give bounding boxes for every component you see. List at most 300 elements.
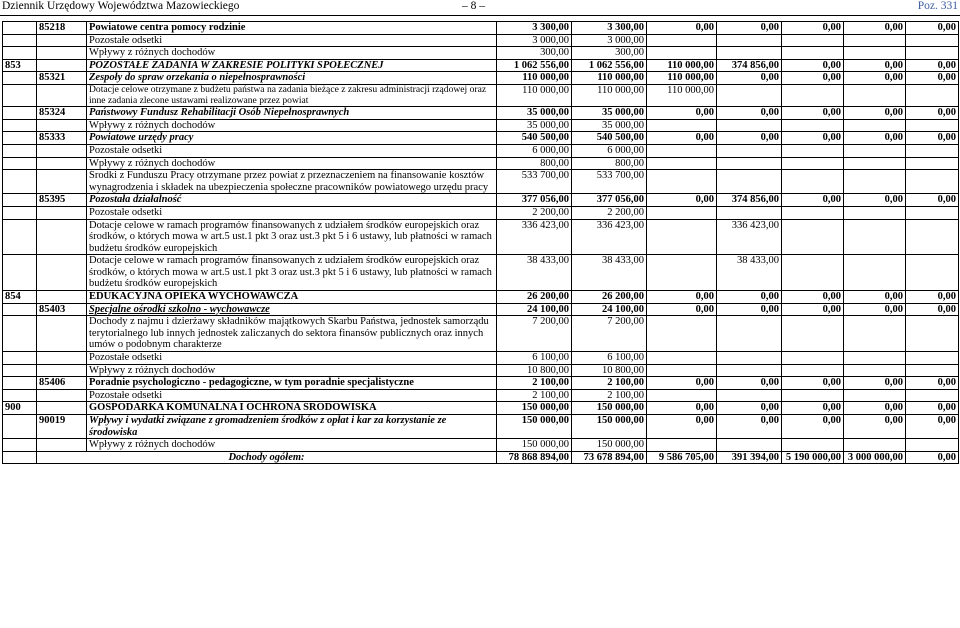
row-description: Pozostałe odsetki: [87, 144, 497, 157]
amount-cell: 6 100,00: [497, 352, 572, 365]
amount-cell: 150 000,00: [497, 415, 572, 439]
amount-cell: [782, 389, 844, 402]
amount-cell: 26 200,00: [497, 291, 572, 304]
amount-cell: 0,00: [844, 194, 906, 207]
table-body: [3, 22, 959, 464]
amount-cell: [844, 119, 906, 132]
table-row: [3, 451, 959, 464]
section-code: [3, 206, 37, 219]
amount-cell: 38 433,00: [717, 255, 782, 291]
amount-cell: [906, 352, 959, 365]
amount-cell: 24 100,00: [572, 303, 647, 316]
amount-cell: 377 056,00: [572, 194, 647, 207]
chapter-code: [37, 255, 87, 291]
section-code: [3, 316, 37, 352]
amount-cell: 0,00: [906, 132, 959, 145]
section-code: [3, 84, 37, 106]
amount-cell: 0,00: [647, 291, 717, 304]
amount-cell: 0,00: [717, 377, 782, 390]
amount-cell: [782, 84, 844, 106]
row-description: Wpływy i wydatki związane z gromadzeniem środków z opłat i kar za korzystanie ze środowiska: [87, 415, 497, 439]
amount-cell: [717, 389, 782, 402]
chapter-code: [37, 144, 87, 157]
amount-cell: [647, 316, 717, 352]
amount-cell: 9 586 705,00: [647, 451, 717, 464]
amount-cell: 0,00: [906, 402, 959, 415]
amount-cell: [782, 219, 844, 255]
section-code: [3, 255, 37, 291]
amount-cell: 0,00: [906, 377, 959, 390]
amount-cell: [782, 439, 844, 452]
amount-cell: [782, 352, 844, 365]
row-description: Dotacje celowe w ramach programów finansowanych z udziałem środków europejskich oraz środków, o których mowa w art.5 ust.1 pkt 3 oraz ust.3 pkt 5 i 6 ustawy, lub płatności w ramach budżetu środków europejskich: [87, 219, 497, 255]
chapter-code: [37, 84, 87, 106]
amount-cell: 0,00: [647, 132, 717, 145]
amount-cell: 0,00: [906, 291, 959, 304]
section-code: [3, 303, 37, 316]
amount-cell: [782, 157, 844, 170]
amount-cell: 336 423,00: [717, 219, 782, 255]
amount-cell: 1 062 556,00: [497, 59, 572, 72]
journal-title: Dziennik Urzędowy Województwa Mazowieckiego: [2, 0, 240, 12]
header-divider: [0, 15, 960, 16]
row-description: Powiatowe urzędy pracy: [87, 132, 497, 145]
amount-cell: 0,00: [844, 107, 906, 120]
row-description: Wpływy z różnych dochodów: [87, 119, 497, 132]
amount-cell: 0,00: [647, 107, 717, 120]
amount-cell: [906, 34, 959, 47]
amount-cell: [647, 170, 717, 194]
amount-cell: 35 000,00: [572, 119, 647, 132]
table-row: [3, 132, 959, 145]
section-code: [3, 389, 37, 402]
chapter-code: 85406: [37, 377, 87, 390]
table-row: [3, 219, 959, 255]
row-description: Pozostałe odsetki: [87, 206, 497, 219]
amount-cell: 73 678 894,00: [572, 451, 647, 464]
table-row: [3, 303, 959, 316]
section-code: 900: [3, 402, 37, 415]
amount-cell: [717, 144, 782, 157]
row-description: Środki z Funduszu Pracy otrzymane przez powiat z przeznaczeniem na finansowanie kosztów wynagrodzenia i składek na ubezpieczenia społeczne pracowników powiatowego urzędu pracy: [87, 170, 497, 194]
amount-cell: [844, 206, 906, 219]
amount-cell: 391 394,00: [717, 451, 782, 464]
amount-cell: 0,00: [647, 402, 717, 415]
amount-cell: [717, 170, 782, 194]
amount-cell: [717, 119, 782, 132]
amount-cell: 2 100,00: [497, 389, 572, 402]
amount-cell: 110 000,00: [572, 84, 647, 106]
amount-cell: [906, 219, 959, 255]
amount-cell: 0,00: [717, 22, 782, 35]
amount-cell: [717, 316, 782, 352]
amount-cell: [717, 439, 782, 452]
amount-cell: [647, 34, 717, 47]
amount-cell: 0,00: [782, 132, 844, 145]
table-row: [3, 34, 959, 47]
chapter-code: 85395: [37, 194, 87, 207]
amount-cell: 0,00: [717, 402, 782, 415]
page-header: [0, 0, 960, 13]
amount-cell: [647, 206, 717, 219]
section-code: [3, 119, 37, 132]
row-description: Wpływy z różnych dochodów: [87, 364, 497, 377]
chapter-code: [37, 47, 87, 60]
row-description: Zespoły do spraw orzekania o niepełnosprawności: [87, 72, 497, 85]
amount-cell: 0,00: [782, 402, 844, 415]
table-row: [3, 316, 959, 352]
chapter-code: [37, 364, 87, 377]
chapter-code: [37, 439, 87, 452]
amount-cell: 150 000,00: [497, 402, 572, 415]
amount-cell: 0,00: [906, 303, 959, 316]
amount-cell: [717, 84, 782, 106]
amount-cell: 0,00: [647, 22, 717, 35]
empty-cell: [3, 451, 37, 464]
chapter-code: [37, 316, 87, 352]
amount-cell: 0,00: [782, 72, 844, 85]
total-label: Dochody ogółem:: [37, 451, 497, 464]
amount-cell: 0,00: [906, 72, 959, 85]
chapter-code: [37, 206, 87, 219]
amount-cell: 336 423,00: [497, 219, 572, 255]
amount-cell: 150 000,00: [572, 415, 647, 439]
amount-cell: 540 500,00: [572, 132, 647, 145]
amount-cell: 3 000,00: [572, 34, 647, 47]
amount-cell: 110 000,00: [647, 72, 717, 85]
amount-cell: 0,00: [906, 451, 959, 464]
amount-cell: 3 000,00: [497, 34, 572, 47]
amount-cell: 38 433,00: [497, 255, 572, 291]
table-row: [3, 291, 959, 304]
chapter-code: [37, 34, 87, 47]
amount-cell: 78 868 894,00: [497, 451, 572, 464]
amount-cell: [782, 316, 844, 352]
row-description: Państwowy Fundusz Rehabilitacji Osób Niepełnosprawnych: [87, 107, 497, 120]
amount-cell: [647, 119, 717, 132]
amount-cell: 0,00: [906, 59, 959, 72]
amount-cell: 0,00: [717, 415, 782, 439]
section-code: [3, 157, 37, 170]
amount-cell: 7 200,00: [572, 316, 647, 352]
amount-cell: 0,00: [844, 303, 906, 316]
table-row: [3, 206, 959, 219]
amount-cell: 0,00: [844, 72, 906, 85]
section-code: [3, 34, 37, 47]
table-row: [3, 84, 959, 106]
amount-cell: [717, 34, 782, 47]
amount-cell: [844, 389, 906, 402]
amount-cell: 6 100,00: [572, 352, 647, 365]
amount-cell: 2 200,00: [572, 206, 647, 219]
amount-cell: 0,00: [844, 22, 906, 35]
amount-cell: 26 200,00: [572, 291, 647, 304]
amount-cell: [906, 119, 959, 132]
amount-cell: [782, 206, 844, 219]
chapter-code: 85333: [37, 132, 87, 145]
amount-cell: [782, 144, 844, 157]
amount-cell: [844, 316, 906, 352]
amount-cell: [782, 34, 844, 47]
amount-cell: 10 800,00: [572, 364, 647, 377]
table-row: [3, 402, 959, 415]
row-description: Pozostałe odsetki: [87, 389, 497, 402]
amount-cell: [647, 157, 717, 170]
amount-cell: 377 056,00: [497, 194, 572, 207]
amount-cell: [647, 144, 717, 157]
amount-cell: 35 000,00: [572, 107, 647, 120]
amount-cell: 336 423,00: [572, 219, 647, 255]
amount-cell: [717, 364, 782, 377]
amount-cell: 374 856,00: [717, 59, 782, 72]
amount-cell: [906, 84, 959, 106]
chapter-code: [37, 291, 87, 304]
chapter-code: [37, 219, 87, 255]
section-code: [3, 352, 37, 365]
section-code: [3, 107, 37, 120]
chapter-code: [37, 402, 87, 415]
table-row: [3, 157, 959, 170]
amount-cell: 0,00: [844, 377, 906, 390]
amount-cell: 110 000,00: [497, 84, 572, 106]
amount-cell: 800,00: [497, 157, 572, 170]
row-description: EDUKACYJNA OPIEKA WYCHOWAWCZA: [87, 291, 497, 304]
amount-cell: 0,00: [782, 377, 844, 390]
amount-cell: [844, 84, 906, 106]
amount-cell: 6 000,00: [572, 144, 647, 157]
amount-cell: [717, 352, 782, 365]
amount-cell: 0,00: [906, 107, 959, 120]
amount-cell: [906, 47, 959, 60]
amount-cell: 0,00: [844, 59, 906, 72]
amount-cell: 0,00: [782, 59, 844, 72]
amount-cell: [906, 439, 959, 452]
amount-cell: 374 856,00: [717, 194, 782, 207]
chapter-code: 85403: [37, 303, 87, 316]
section-code: 853: [3, 59, 37, 72]
amount-cell: [906, 316, 959, 352]
amount-cell: [844, 157, 906, 170]
amount-cell: 533 700,00: [497, 170, 572, 194]
section-code: [3, 219, 37, 255]
table-row: [3, 22, 959, 35]
amount-cell: 0,00: [844, 132, 906, 145]
section-code: [3, 415, 37, 439]
amount-cell: 1 062 556,00: [572, 59, 647, 72]
amount-cell: [782, 119, 844, 132]
amount-cell: 0,00: [782, 107, 844, 120]
amount-cell: 10 800,00: [497, 364, 572, 377]
amount-cell: 3 000 000,00: [844, 451, 906, 464]
page-number: – 8 –: [462, 0, 485, 12]
row-description: Pozostałe odsetki: [87, 352, 497, 365]
amount-cell: [844, 364, 906, 377]
table-row: [3, 377, 959, 390]
row-description: GOSPODARKA KOMUNALNA I OCHRONA ŚRODOWISKA: [87, 402, 497, 415]
amount-cell: [647, 255, 717, 291]
amount-cell: [906, 364, 959, 377]
amount-cell: 2 100,00: [572, 389, 647, 402]
row-description: Dotacje celowe otrzymane z budżetu państwa na zadania bieżące z zakresu administracji rządowej oraz inne zadania zlecone ustawami realizowane przez powiat: [87, 84, 497, 106]
section-code: [3, 144, 37, 157]
table-row: [3, 364, 959, 377]
amount-cell: [844, 219, 906, 255]
row-description: Wpływy z różnych dochodów: [87, 157, 497, 170]
table-row: [3, 415, 959, 439]
amount-cell: 150 000,00: [572, 402, 647, 415]
amount-cell: 2 100,00: [572, 377, 647, 390]
row-description: Pozostałe odsetki: [87, 34, 497, 47]
amount-cell: [906, 144, 959, 157]
row-description: Specjalne ośrodki szkolno - wychowawcze: [87, 303, 497, 316]
amount-cell: 0,00: [717, 291, 782, 304]
section-code: [3, 194, 37, 207]
table-row: [3, 144, 959, 157]
table-row: [3, 72, 959, 85]
section-code: [3, 170, 37, 194]
amount-cell: [844, 439, 906, 452]
table-row: [3, 59, 959, 72]
amount-cell: 24 100,00: [497, 303, 572, 316]
section-code: [3, 439, 37, 452]
section-code: 854: [3, 291, 37, 304]
amount-cell: 150 000,00: [497, 439, 572, 452]
amount-cell: 7 200,00: [497, 316, 572, 352]
table-row: [3, 352, 959, 365]
amount-cell: [647, 352, 717, 365]
amount-cell: [647, 439, 717, 452]
amount-cell: 6 000,00: [497, 144, 572, 157]
chapter-code: [37, 119, 87, 132]
amount-cell: [906, 206, 959, 219]
amount-cell: 800,00: [572, 157, 647, 170]
amount-cell: [647, 364, 717, 377]
amount-cell: [844, 34, 906, 47]
amount-cell: 5 190 000,00: [782, 451, 844, 464]
amount-cell: [906, 255, 959, 291]
section-code: [3, 22, 37, 35]
chapter-code: [37, 170, 87, 194]
amount-cell: 110 000,00: [497, 72, 572, 85]
amount-cell: 35 000,00: [497, 107, 572, 120]
chapter-code: 85218: [37, 22, 87, 35]
amount-cell: [844, 47, 906, 60]
chapter-code: 85321: [37, 72, 87, 85]
section-code: [3, 132, 37, 145]
row-description: Wpływy z różnych dochodów: [87, 47, 497, 60]
amount-cell: 540 500,00: [497, 132, 572, 145]
amount-cell: 0,00: [647, 194, 717, 207]
table-row: [3, 107, 959, 120]
amount-cell: [717, 157, 782, 170]
section-code: [3, 72, 37, 85]
amount-cell: [647, 47, 717, 60]
amount-cell: 35 000,00: [497, 119, 572, 132]
amount-cell: 110 000,00: [647, 59, 717, 72]
chapter-code: [37, 389, 87, 402]
table-row: [3, 194, 959, 207]
chapter-code: [37, 352, 87, 365]
row-description: POZOSTAŁE ZADANIA W ZAKRESIE POLITYKI SPOŁECZNEJ: [87, 59, 497, 72]
amount-cell: [782, 255, 844, 291]
amount-cell: 0,00: [647, 303, 717, 316]
amount-cell: 0,00: [717, 303, 782, 316]
position-link[interactable]: Poz. 331: [917, 0, 958, 12]
amount-cell: [844, 144, 906, 157]
row-description: Wpływy z różnych dochodów: [87, 439, 497, 452]
amount-cell: 0,00: [782, 303, 844, 316]
amount-cell: 0,00: [717, 107, 782, 120]
amount-cell: 533 700,00: [572, 170, 647, 194]
table-row: [3, 255, 959, 291]
amount-cell: 0,00: [647, 415, 717, 439]
amount-cell: [844, 170, 906, 194]
amount-cell: 0,00: [844, 291, 906, 304]
amount-cell: 0,00: [782, 415, 844, 439]
amount-cell: 0,00: [844, 402, 906, 415]
amount-cell: 110 000,00: [572, 72, 647, 85]
amount-cell: 2 200,00: [497, 206, 572, 219]
amount-cell: 0,00: [782, 291, 844, 304]
amount-cell: 300,00: [497, 47, 572, 60]
amount-cell: 0,00: [844, 415, 906, 439]
amount-cell: 3 300,00: [572, 22, 647, 35]
revenue-table: [2, 21, 959, 464]
table-row: [3, 439, 959, 452]
amount-cell: 0,00: [906, 194, 959, 207]
chapter-code: [37, 59, 87, 72]
row-description: Dotacje celowe w ramach programów finansowanych z udziałem środków europejskich oraz środków, o których mowa w art.5 ust.1 pkt 3 oraz ust.3 pkt 5 i 6 ustawy, lub płatności w ramach budżetu środków europejskich: [87, 255, 497, 291]
table-row: [3, 119, 959, 132]
table-row: [3, 389, 959, 402]
amount-cell: 0,00: [717, 132, 782, 145]
amount-cell: 3 300,00: [497, 22, 572, 35]
amount-cell: 2 100,00: [497, 377, 572, 390]
amount-cell: 300,00: [572, 47, 647, 60]
amount-cell: [906, 389, 959, 402]
amount-cell: 0,00: [782, 194, 844, 207]
amount-cell: [717, 206, 782, 219]
amount-cell: [844, 352, 906, 365]
amount-cell: 150 000,00: [572, 439, 647, 452]
chapter-code: 85324: [37, 107, 87, 120]
table-row: [3, 47, 959, 60]
amount-cell: [647, 219, 717, 255]
row-description: Poradnie psychologiczno - pedagogiczne, w tym poradnie specjalistyczne: [87, 377, 497, 390]
amount-cell: [782, 47, 844, 60]
section-code: [3, 364, 37, 377]
chapter-code: [37, 157, 87, 170]
chapter-code: 90019: [37, 415, 87, 439]
amount-cell: 0,00: [647, 377, 717, 390]
row-description: Pozostała działalność: [87, 194, 497, 207]
amount-cell: [906, 157, 959, 170]
amount-cell: [782, 170, 844, 194]
row-description: Dochody z najmu i dzierżawy składników majątkowych Skarbu Państwa, jednostek samorządu terytorialnego lub innych jednostek zaliczanych do sektora finansów publicznych oraz innych umów o podobnym charakterze: [87, 316, 497, 352]
amount-cell: 0,00: [782, 22, 844, 35]
amount-cell: 110 000,00: [647, 84, 717, 106]
amount-cell: [647, 389, 717, 402]
amount-cell: [717, 47, 782, 60]
amount-cell: 0,00: [906, 415, 959, 439]
amount-cell: [844, 255, 906, 291]
amount-cell: 0,00: [906, 22, 959, 35]
table-row: [3, 170, 959, 194]
amount-cell: [782, 364, 844, 377]
section-code: [3, 47, 37, 60]
section-code: [3, 377, 37, 390]
amount-cell: 38 433,00: [572, 255, 647, 291]
